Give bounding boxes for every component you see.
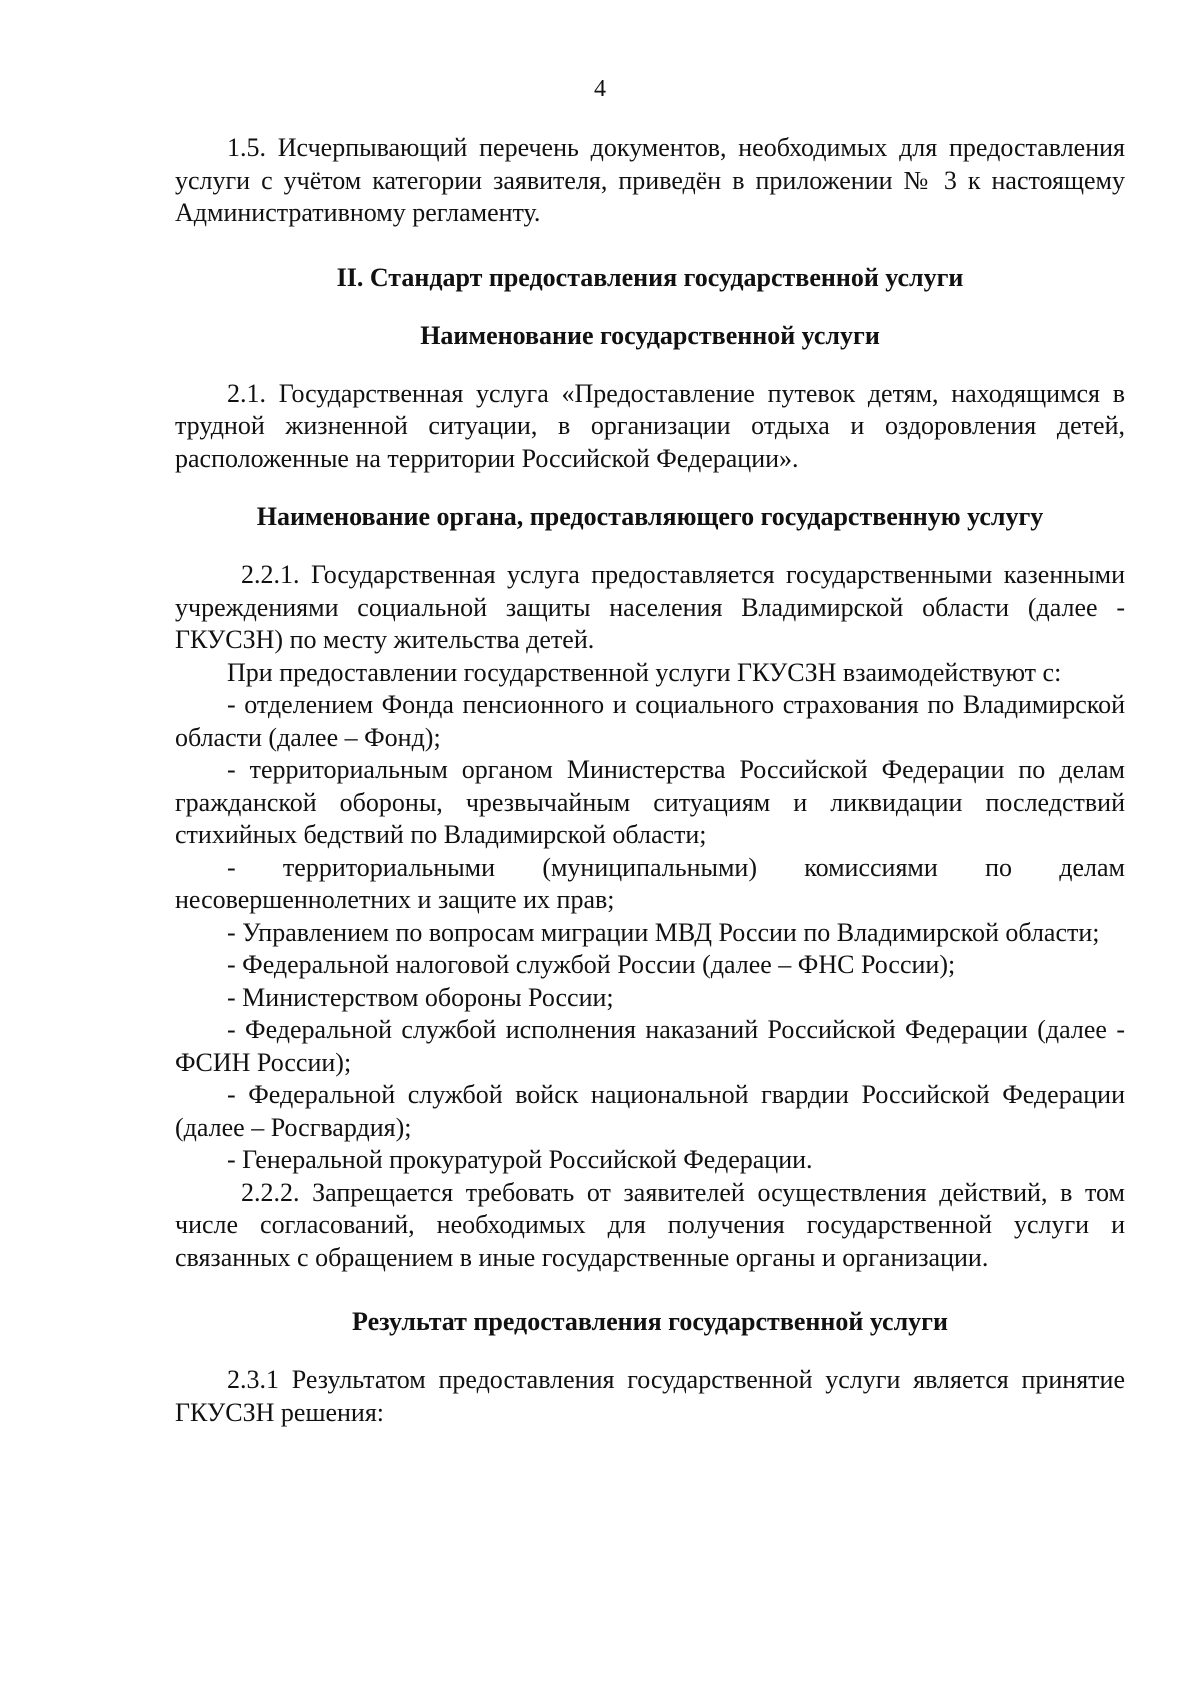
page-number: 4 — [594, 76, 606, 102]
spacer — [175, 533, 1125, 559]
page-content — [175, 132, 1125, 1429]
list-item: - Генеральной прокуратурой Российской Федерации. — [227, 1145, 813, 1174]
spacer — [175, 230, 1125, 262]
list-item: - Министерством обороны России; — [227, 982, 614, 1012]
section-heading-standard: II. Стандарт предоставления государственной услуги — [336, 262, 964, 292]
spacer — [175, 352, 1125, 378]
spacer — [175, 294, 1125, 320]
subheading-result: Результат предоставления государственной услуги — [352, 1307, 948, 1336]
paragraph-1-5: 1.5. Исчерпывающий перечень документов, необходимых для предоставления услуги с учётом категории заявителя, приведён в приложении № 3 к настоящему Административному регламенту. — [175, 133, 1125, 227]
subheading-authority: Наименование органа, предоставляющего государственную услугу — [256, 502, 1044, 531]
list-item: - отделением Фонда пенсионного и социального страхования по Владимирской области (далее – Фонд); — [175, 690, 1125, 752]
spacer — [175, 1338, 1125, 1364]
paragraph-2-2-1: 2.2.1. Государственная услуга предоставляется государственными казенными учреждениями социальной защиты населения Владимирской области (далее - ГКУСЗН) по месту жительства детей. — [175, 560, 1125, 654]
subheading-service-name: Наименование государственной услуги — [420, 320, 880, 350]
paragraph-2-1: 2.1. Государственная услуга «Предоставление путевок детям, находящимся в трудной жизненной ситуации, в организации отдыха и оздоровления детей, расположенные на территории Российской Федерации». — [175, 378, 1125, 473]
list-item: - Федеральной службой исполнения наказаний Российской Федерации (далее - ФСИН России); — [175, 1015, 1125, 1077]
spacer — [175, 475, 1125, 501]
list-item: - Федеральной службой войск национальной гвардии Российской Федерации (далее – Росгвардия); — [175, 1080, 1125, 1142]
paragraph-2-3-1: 2.3.1 Результатом предоставления государственной услуги является принятие ГКУСЗН решения: — [175, 1365, 1125, 1427]
list-item: - территориальными (муниципальными) комиссиями по делам несовершеннолетних и защите их прав; — [175, 852, 1125, 914]
list-item: - Федеральной налоговой службой России (далее – ФНС России); — [227, 950, 956, 979]
list-item: - Управлением по вопросам миграции МВД России по Владимирской области; — [227, 917, 1100, 947]
paragraph-2-2-2: 2.2.2. Запрещается требовать от заявителей осуществления действий, в том числе согласований, необходимых для получения государственной услуги и связанных с обращением в иные государственные органы и организации. — [175, 1177, 1125, 1272]
spacer — [175, 1274, 1125, 1306]
list-item: - территориальным органом Министерства Российской Федерации по делам гражданской обороны, чрезвычайным ситуациям и ликвидации последствий стихийных бедствий по Владимирской области; — [175, 755, 1125, 849]
paragraph-interaction: При предоставлении государственной услуги ГКУСЗН взаимодействуют с: — [227, 657, 1062, 687]
